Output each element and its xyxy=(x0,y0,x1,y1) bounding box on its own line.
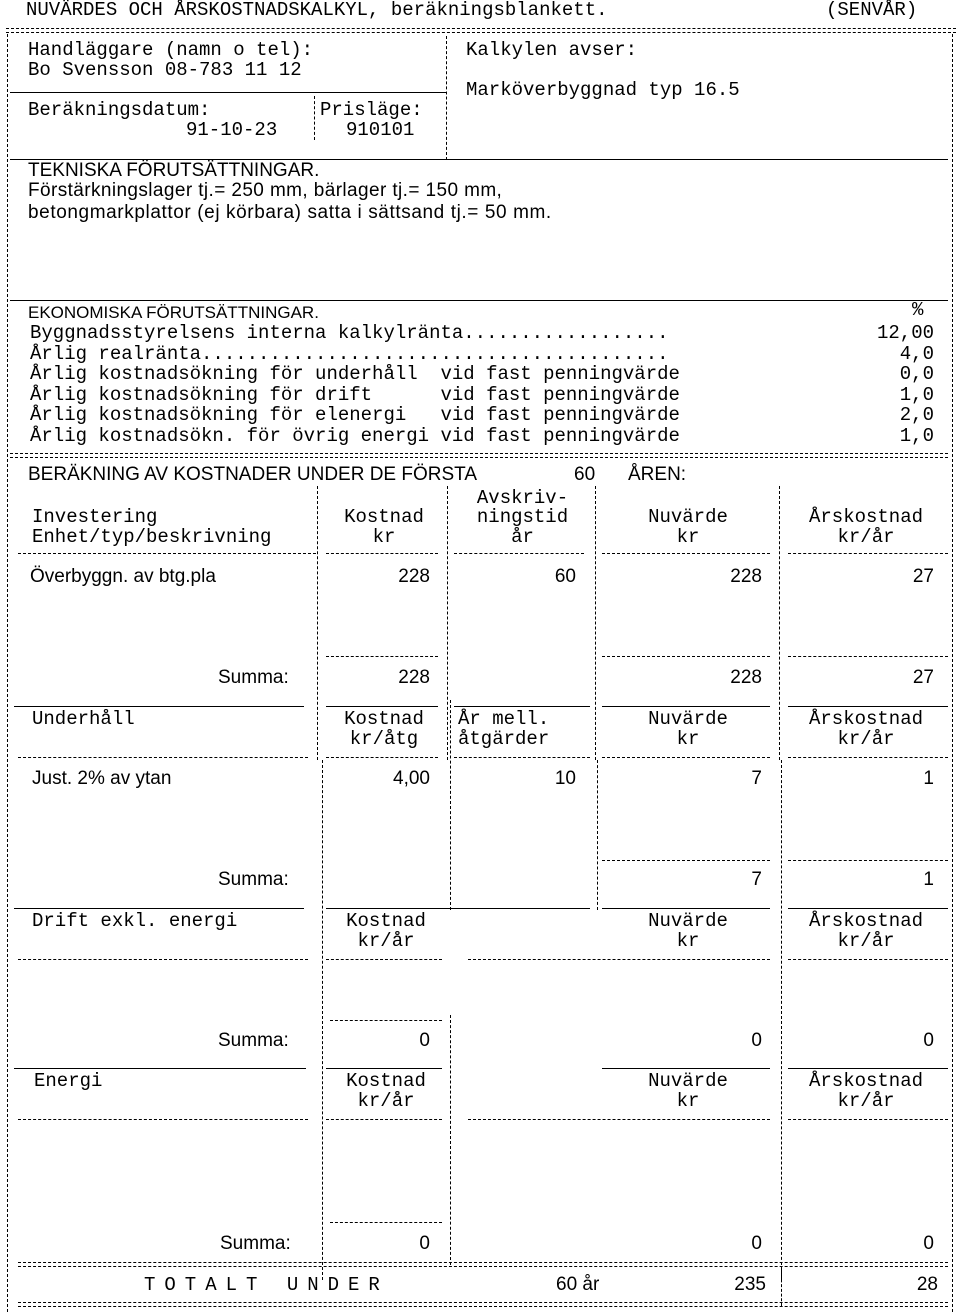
ekonomisk-label: Årlig realränta......................................... xyxy=(30,343,669,365)
handlaggare-label: Handläggare (namn o tel): xyxy=(28,39,314,61)
und-end-rule-1 xyxy=(14,908,304,909)
energi-header-rule-4 xyxy=(468,1119,770,1120)
inv-header-rule-3 xyxy=(454,553,584,554)
inv-row-desc: Överbyggn. av btg.pla xyxy=(30,566,216,587)
tekniska-bottom-rule xyxy=(10,300,948,301)
inv-col4-a: Nuvärde xyxy=(648,506,728,528)
und-end-rule-4 xyxy=(602,908,770,909)
col-divider-4b xyxy=(781,760,782,1280)
total-bottom-double-rule xyxy=(18,1302,948,1307)
inv-col2-a: Kostnad xyxy=(344,506,424,528)
inv-col5-b: kr/år xyxy=(837,526,895,548)
total-years: 60 år xyxy=(556,1274,600,1295)
drift-header-rule-5 xyxy=(788,959,948,960)
und-col5-b: kr/år xyxy=(837,728,895,750)
und-col3-a: År mell. xyxy=(458,708,550,730)
berakning-heading: BERÄKNING AV KOSTNADER UNDER DE FÖRSTA xyxy=(28,464,478,485)
inv-header-rule-1 xyxy=(18,553,316,554)
drift-header-rule-4 xyxy=(468,959,770,960)
energi-col5-b: kr/år xyxy=(837,1090,895,1112)
inv-end-rule-5 xyxy=(788,706,948,707)
drift-summa-label: Summa: xyxy=(218,1030,289,1051)
ekonomisk-label: Årlig kostnadsökning för elenergi vid fast penningvärde xyxy=(30,404,680,426)
ekonomisk-value: 1,0 xyxy=(899,425,934,447)
inv-col5-a: Årskostnad xyxy=(808,506,924,528)
inv-summa-arskostnad: 27 xyxy=(912,667,934,688)
inv-row-nuvarde: 228 xyxy=(730,566,762,587)
col-divider-3a xyxy=(595,486,596,760)
datum-value: 91-10-23 xyxy=(186,119,278,141)
und-col4-a: Nuvärde xyxy=(648,708,728,730)
drift-end-rule-1 xyxy=(14,1068,306,1069)
inv-end-rule-1 xyxy=(14,706,304,707)
inv-col2-b: kr xyxy=(372,526,396,548)
energi-header-rule-1 xyxy=(18,1119,308,1120)
drift-summa-nuvarde: 0 xyxy=(751,1030,762,1051)
berakning-years: 60 xyxy=(574,464,596,485)
inv-col3-c: år xyxy=(511,526,534,548)
drift-col5-b: kr/år xyxy=(837,930,895,952)
und-col2-b: kr/åtg xyxy=(349,728,419,750)
drift-header-rule-2 xyxy=(326,959,442,960)
inv-col3-a: Avskriv- xyxy=(476,487,569,509)
und-end-rule-2 xyxy=(326,908,590,909)
col-divider-1a xyxy=(317,486,318,760)
ekonomisk-label: Byggnadsstyrelsens interna kalkylränta.................. xyxy=(30,322,669,344)
inv-row-kostnad: 228 xyxy=(398,566,430,587)
und-header-rule-2 xyxy=(326,757,438,758)
inv-end-rule-3 xyxy=(454,706,590,707)
col-divider-2a xyxy=(447,486,448,760)
drift-summa-kostnad: 0 xyxy=(419,1030,430,1051)
drift-col4-a: Nuvärde xyxy=(648,910,728,932)
total-top-double-rule xyxy=(18,1262,948,1267)
tekniska-line-1: Förstärkningslager tj.= 250 mm, bärlager tj.= 150 mm, xyxy=(28,180,503,201)
energi-col2-a: Kostnad xyxy=(346,1070,426,1092)
und-col4-b: kr xyxy=(676,728,700,750)
drift-col4-b: kr xyxy=(676,930,700,952)
total-arskostnad: 28 xyxy=(916,1274,938,1295)
energi-col4-b: kr xyxy=(676,1090,700,1112)
inv-header-rule-4 xyxy=(602,553,770,554)
inv-sum-rule-2 xyxy=(326,656,438,657)
und-sum-rule-4 xyxy=(602,860,770,861)
inv-summa-kostnad: 228 xyxy=(398,667,430,688)
ekonomisk-value: 12,00 xyxy=(876,322,934,344)
tekniska-heading: TEKNISKA FÖRUTSÄTTNINGAR. xyxy=(28,160,320,181)
right-border xyxy=(952,34,953,1312)
form-tag: (SENVÅR) xyxy=(826,0,918,21)
und-col3-b: åtgärder xyxy=(458,728,550,750)
handlaggare-value: Bo Svensson 08-783 11 12 xyxy=(28,59,302,81)
ekonomisk-value: 1,0 xyxy=(899,384,934,406)
ekonomiska-double-rule xyxy=(10,453,948,458)
und-header-rule-5 xyxy=(788,757,948,758)
energi-summa-arskostnad: 0 xyxy=(923,1233,934,1254)
ekonomisk-value: 0,0 xyxy=(899,363,934,385)
inv-col1-b: Enhet/typ/beskrivning xyxy=(32,526,272,548)
energi-col1: Energi xyxy=(34,1070,103,1092)
percent-unit: % xyxy=(912,299,924,321)
header-double-rule xyxy=(6,28,956,33)
und-header-rule-1 xyxy=(18,757,308,758)
und-header-rule-3 xyxy=(454,757,590,758)
drift-col2-b: kr/år xyxy=(357,930,415,952)
inv-summa-label: Summa: xyxy=(218,667,289,688)
energi-col2-b: kr/år xyxy=(357,1090,415,1112)
drift-col2-a: Kostnad xyxy=(346,910,426,932)
ekonomisk-value: 4,0 xyxy=(899,343,934,365)
berakning-heading-suffix: ÅREN: xyxy=(628,464,687,485)
drift-end-rule-5 xyxy=(788,1068,948,1069)
drift-col1: Drift exkl. energi xyxy=(32,910,238,932)
drift-col5-a: Årskostnad xyxy=(808,910,924,932)
und-col1: Underhåll xyxy=(32,708,135,730)
inv-col4-b: kr xyxy=(676,526,700,548)
und-row-nuvarde: 7 xyxy=(751,768,762,789)
und-col5-a: Årskostnad xyxy=(808,708,924,730)
prislage-value: 910101 xyxy=(346,119,415,141)
col-divider-2b xyxy=(450,700,451,910)
tekniska-line-2: betongmarkplattor (ej körbara) satta i sättsand tj.= 50 mm. xyxy=(28,202,552,223)
inv-col1-a: Investering xyxy=(32,506,158,528)
ekonomisk-label: Årlig kostnadsökning för underhåll vid fast penningvärde xyxy=(30,363,680,385)
drift-header-rule-1 xyxy=(18,959,308,960)
kalkyl-label: Kalkylen avser: xyxy=(466,39,638,61)
kalkyl-value: Marköverbyggnad typ 16.5 xyxy=(466,79,740,101)
und-col2-a: Kostnad xyxy=(344,708,424,730)
datum-label: Beräkningsdatum: xyxy=(28,99,211,121)
drift-sum-rule-2 xyxy=(330,1020,442,1021)
datum-divider xyxy=(314,96,315,140)
energi-summa-nuvarde: 0 xyxy=(751,1233,762,1254)
und-row-arskostnad: 1 xyxy=(923,768,934,789)
info-rule xyxy=(10,92,446,93)
form-title: NUVÄRDES OCH ÅRSKOSTNADSKALKYL, beräkningsblankett. xyxy=(26,0,608,21)
inv-sum-rule-5 xyxy=(788,656,948,657)
energi-header-rule-2 xyxy=(326,1119,442,1120)
energi-col5-a: Årskostnad xyxy=(808,1070,924,1092)
und-sum-rule-5 xyxy=(788,860,948,861)
left-border xyxy=(7,34,8,1312)
prislage-label: Prisläge: xyxy=(320,99,423,121)
info-divider xyxy=(446,36,447,160)
inv-summa-nuvarde: 228 xyxy=(730,667,762,688)
energi-col4-a: Nuvärde xyxy=(648,1070,728,1092)
ekonomiska-heading: EKONOMISKA FÖRUTSÄTTNINGAR. xyxy=(28,303,319,322)
energi-sum-rule-2 xyxy=(330,1222,442,1223)
und-row-kostnad: 4,00 xyxy=(393,768,430,789)
total-label: TOTALT UNDER xyxy=(144,1274,389,1296)
drift-end-rule-4 xyxy=(602,1068,770,1069)
und-header-rule-4 xyxy=(602,757,770,758)
inv-col3-b: ningstid xyxy=(476,506,569,528)
ekonomisk-label: Årlig kostnadsökning för drift vid fast penningvärde xyxy=(30,384,680,406)
inv-header-rule-2 xyxy=(326,553,438,554)
drift-summa-arskostnad: 0 xyxy=(923,1030,934,1051)
energi-header-rule-5 xyxy=(788,1119,948,1120)
energi-summa-label: Summa: xyxy=(220,1233,291,1254)
inv-end-rule-4 xyxy=(602,706,770,707)
inv-sum-rule-4 xyxy=(602,656,770,657)
col-divider-1b xyxy=(322,760,323,1280)
ekonomisk-value: 2,0 xyxy=(899,404,934,426)
inv-header-rule-5 xyxy=(788,553,948,554)
und-summa-arskostnad: 1 xyxy=(923,869,934,890)
inv-row-tid: 60 xyxy=(554,566,576,587)
und-row-desc: Just. 2% av ytan xyxy=(32,768,172,789)
col-divider-4a xyxy=(779,486,780,760)
und-row-ar: 10 xyxy=(554,768,576,789)
drift-end-rule-2 xyxy=(326,1068,442,1069)
und-summa-label: Summa: xyxy=(218,869,289,890)
inv-end-rule-2 xyxy=(326,706,438,707)
col-divider-2c xyxy=(450,1015,451,1265)
und-end-rule-5 xyxy=(788,908,948,909)
ekonomisk-label: Årlig kostnadsökn. för övrig energi vid fast penningvärde xyxy=(30,425,680,447)
inv-row-arskostnad: 27 xyxy=(912,566,934,587)
total-nuvarde: 235 xyxy=(734,1274,766,1295)
energi-summa-kostnad: 0 xyxy=(419,1233,430,1254)
und-summa-nuvarde: 7 xyxy=(751,869,762,890)
